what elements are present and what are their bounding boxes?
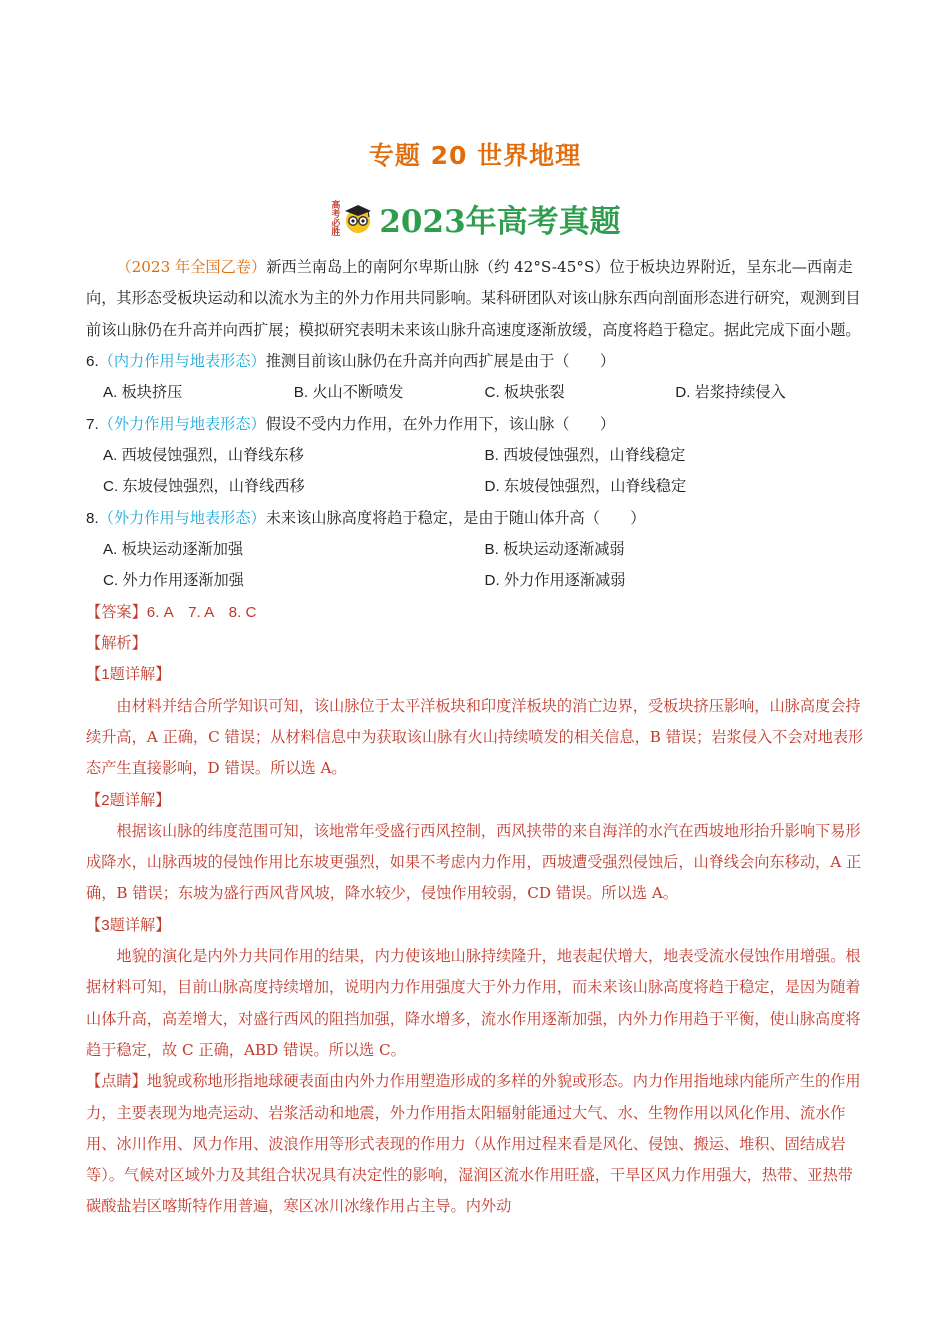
intro-paragraph — [86, 252, 866, 346]
question-number: 6. — [86, 352, 99, 370]
answer-text: 6. A 7. A 8. C — [146, 603, 257, 621]
question-stem: 推测目前该山脉仍在升高并向西扩展是由于（ ） — [265, 351, 616, 370]
question-number: 8. — [86, 509, 99, 527]
detail-1-text: 由材料并结合所学知识可知，该山脉位于太平洋板块和印度洋板块的消亡边界，受板块挤压影响，山脉高度会持续升高，A 正确，C 错误；从材料信息中为获取该山脉有火山持续喷发的相关信息，B 错误；岩浆侵入不会对地表形态产生直接影响，D 错误。所以选 A。 — [86, 696, 864, 778]
badge — [329, 200, 375, 236]
analysis-label: 【解析】 — [86, 635, 147, 653]
options-q6 — [86, 377, 866, 408]
options-q7-row1 — [86, 440, 866, 471]
option-d: D. 岩浆持续侵入 — [675, 384, 786, 402]
detail-1-heading — [86, 659, 866, 690]
detail-label: 【1题详解】 — [86, 666, 171, 684]
detail-label: 【3题详解】 — [86, 916, 171, 934]
question-7 — [86, 409, 866, 440]
section-banner — [0, 196, 950, 240]
question-8 — [86, 503, 866, 534]
options-q8-row1 — [86, 534, 866, 565]
option-c: C. 板块张裂 — [484, 384, 565, 402]
options-q7-row2 — [86, 471, 866, 502]
detail-2-heading — [86, 785, 866, 816]
detail-label: 【2题详解】 — [86, 791, 171, 809]
option-d: D. 东坡侵蚀强烈，山脊线稳定 — [484, 478, 687, 496]
question-6 — [86, 346, 866, 377]
note-text: 地貌或称地形指地球硬表面由内外力作用塑造形成的多样的外貌或形态。内力作用指地球内能所产生的作用力，主要表现为地壳运动、岩浆活动和地震，外力作用指太阳辐射能通过大气、水、生物作用以风化作用、流水作用、冰川作用、风力作用、波浪作用等形式表现的作用力（从作用过程来看是风化、侵蚀、搬运、堆积、固结成岩等）。气候对区域外力及其组合状况具有决定性的影响，湿润区流水作用旺盛，干旱区风力作用强大，热带、亚热带碳酸盐岩区喀斯特作用普遍，寒区冰川冰缘作用占主导。内外动 — [86, 1072, 861, 1216]
question-topic: （外力作用与地表形态） — [98, 509, 266, 527]
options-q8-row2 — [86, 565, 866, 596]
option-c: C. 东坡侵蚀强烈，山脊线西移 — [103, 478, 305, 496]
option-a: A. 板块挤压 — [103, 384, 183, 402]
option-b: B. 西坡侵蚀强烈，山脊线稳定 — [484, 446, 686, 464]
banner-title: 2023年高考真题 — [379, 203, 621, 240]
question-topic: （内力作用与地表形态） — [98, 352, 266, 370]
detail-2-text: 根据该山脉的纬度范围可知，该地常年受盛行西风控制，西风挟带的来自海洋的水汽在西坡地形抬升影响下易形成降水，山脉西坡的侵蚀作用比东坡更强烈，如果不考虑内力作用，西坡遭受强烈侵蚀后，山脊线会向东移动，A 正确，B 错误；东坡为盛行西风背风坡，降水较少，侵蚀作用较弱，CD 错误。所以选 A。 — [86, 821, 862, 903]
analysis-heading — [86, 628, 866, 659]
answer-line — [86, 597, 866, 628]
option-a: A. 板块运动逐渐加强 — [103, 541, 244, 558]
badge-text: 高考必胜 — [329, 200, 340, 236]
answer-label: 【答案】 — [86, 603, 147, 621]
question-number: 7. — [86, 415, 99, 433]
option-a: A. 西坡侵蚀强烈，山脊线东移 — [103, 446, 304, 464]
question-stem: 未来该山脉高度将趋于稳定，是由于随山体升高（ ） — [265, 508, 646, 527]
question-topic: （外力作用与地表形态） — [98, 415, 266, 433]
option-b: B. 火山不断喷发 — [293, 384, 404, 402]
content — [86, 252, 866, 1223]
question-stem: 假设不受内力作用，在外力作用下，该山脉（ ） — [265, 414, 616, 433]
detail-3-text: 地貌的演化是内外力共同作用的结果，内力使该地山脉持续隆升，地表起伏增大，地表受流水侵蚀作用增强。根据材料可知，目前山脉高度持续增加，说明内力作用强度大于外力作用，而未来该山脉高度将趋于稳定，是因为随着山体升高，高差增大，对盛行西风的阻挡加强，降水增多，流水作用逐渐加强，内外力作用趋于平衡，使山脉高度将趋于稳定，故 C 正确，ABD 错误。所以选 C。 — [86, 947, 861, 1059]
graduate-owl-icon — [341, 201, 375, 235]
note-paragraph — [86, 1066, 866, 1222]
option-c: C. 外力作用逐渐加强 — [103, 572, 244, 590]
option-d: D. 外力作用逐渐减弱 — [484, 572, 626, 590]
note-label: 【点睛】 — [86, 1073, 147, 1091]
detail-3-heading — [86, 910, 866, 941]
intro-text: 新西兰南岛上的南阿尔卑斯山脉（约 42°S-45°S）位于板块边界附近，呈东北—西南走向，其形态受板块运动和以流水为主的外力作用共同影响。某科研团队对该山脉东西向剖面形态进行研究，观测到目前该山脉仍在升高并向西扩展；模拟研究表明未来该山脉升高速度逐渐放缓，高度将趋于稳定。据此完成下面小题。 — [86, 258, 861, 339]
option-b: B. 板块运动逐渐减弱 — [484, 541, 625, 558]
page-title: 专题 20 世界地理 — [368, 141, 582, 170]
intro-source: （2023 年全国乙卷） — [116, 258, 267, 276]
